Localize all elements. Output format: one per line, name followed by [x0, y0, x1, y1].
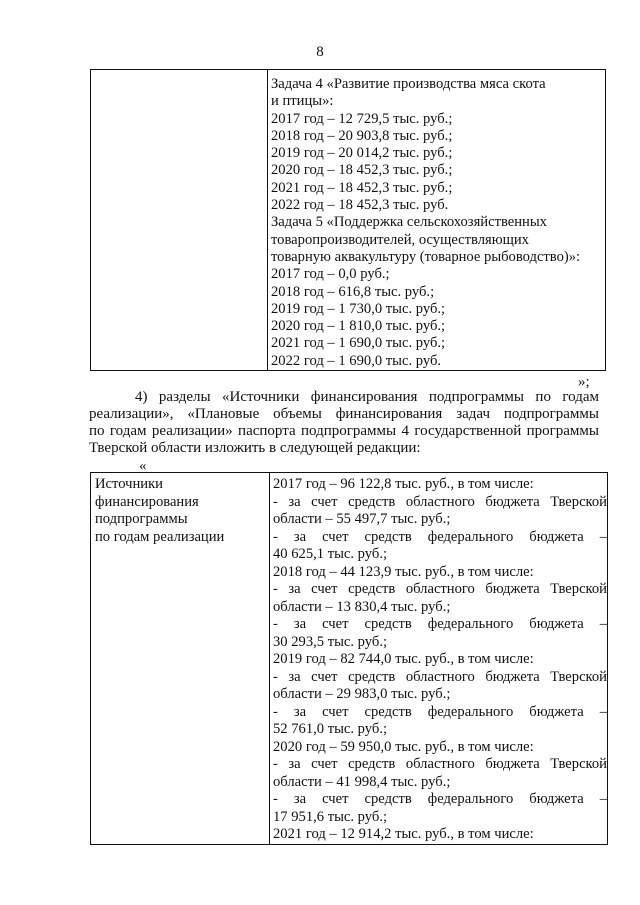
text-line: Задача 5 «Поддержка сельскохозяйственных — [271, 214, 547, 231]
table-funding-sources — [90, 472, 608, 845]
text-line: 2020 год – 59 950,0 тыс. руб., в том числе: — [273, 738, 534, 755]
table-goals-funding — [90, 69, 606, 371]
text-line: 2018 год – 20 903,8 тыс. руб.; — [271, 127, 453, 144]
table-row — [91, 473, 608, 845]
text-line: и птицы»: — [271, 93, 334, 110]
text-line: 2018 год – 616,8 тыс. руб.; — [271, 283, 435, 300]
text-line: 2019 год – 20 014,2 тыс. руб.; — [271, 145, 453, 162]
text-line: 2017 год – 0,0 руб.; — [271, 266, 390, 283]
text-line: 2021 год – 18 452,3 тыс. руб.; — [271, 179, 453, 196]
paragraph-line: Тверской области изложить в следующей редакции: — [89, 440, 421, 456]
table-cell-empty — [91, 70, 268, 371]
text-line: - за счет средств федерального бюджета – — [273, 616, 607, 632]
text-line: 2022 год – 1 690,0 тыс. руб. — [271, 352, 442, 369]
text-line: 52 761,0 тыс. руб.; — [273, 721, 388, 737]
table-cell-tasks — [268, 70, 606, 371]
closing-quote: »; — [578, 374, 590, 390]
paragraph-line: 4) разделы «Источники финансирования подпрограммы по годам — [135, 389, 599, 405]
text-line: - за счет средств областного бюджета Тверской — [273, 756, 607, 772]
text-line: 2019 год – 82 744,0 тыс. руб., в том числе: — [273, 651, 534, 667]
paragraph-line: реализации», «Плановые объемы финансирования задач подпрограммы — [89, 406, 599, 422]
text-line: - за счет средств федерального бюджета – — [273, 528, 607, 545]
page-number: 8 — [316, 44, 324, 60]
text-line: 2021 год – 1 690,0 тыс. руб.; — [271, 335, 446, 352]
text-line: товаропроизводителей, осуществляющих — [271, 231, 529, 248]
text-line: области – 41 998,4 тыс. руб.; — [273, 773, 451, 790]
text-line: 17 951,6 тыс. руб.; — [273, 808, 388, 825]
text-line: - за счет средств областного бюджета Тверской — [273, 668, 607, 685]
text-line: - за счет средств областного бюджета Тверской — [273, 581, 607, 597]
text-line: товарную аквакультуру (товарное рыбоводство)»: — [271, 248, 581, 265]
table-cell-heading — [91, 473, 270, 845]
text-line: области – 55 497,7 тыс. руб.; — [273, 511, 451, 527]
text-line: Задача 4 «Развитие производства мяса скота — [271, 76, 546, 92]
text-line: 2020 год – 1 810,0 тыс. руб.; — [271, 318, 446, 335]
text-line: 2017 год – 12 729,5 тыс. руб.; — [271, 110, 453, 127]
text-line: 2017 год – 96 122,8 тыс. руб., в том числе: — [273, 476, 534, 492]
text-line: 2020 год – 18 452,3 тыс. руб.; — [271, 162, 453, 179]
text-line: 40 625,1 тыс. руб.; — [273, 546, 388, 562]
heading-line: финансирования — [95, 493, 199, 510]
text-line: - за счет средств областного бюджета Тверской — [273, 493, 607, 510]
text-line: - за счет средств федерального бюджета – — [273, 791, 607, 807]
opening-quote: « — [139, 458, 147, 474]
table-row — [91, 70, 606, 371]
text-line: 2018 год – 44 123,9 тыс. руб., в том числе: — [273, 563, 534, 580]
text-line: 2019 год – 1 730,0 тыс. руб.; — [271, 300, 446, 317]
paragraph-line: по годам реализации» паспорта подпрограммы 4 государственной программы — [89, 423, 599, 439]
text-line: области – 29 983,0 тыс. руб.; — [273, 686, 451, 702]
text-line: области – 13 830,4 тыс. руб.; — [273, 598, 451, 615]
text-line: 2022 год – 18 452,3 тыс. руб. — [271, 197, 449, 214]
text-line: 30 293,5 тыс. руб.; — [273, 633, 388, 650]
amendment-paragraph — [89, 389, 599, 457]
text-line: 2021 год – 12 914,2 тыс. руб., в том числе: — [273, 826, 534, 842]
heading-line: Источники — [95, 476, 163, 492]
heading-line: по годам реализации — [95, 528, 225, 545]
table-cell-funding — [270, 473, 608, 845]
heading-line: подпрограммы — [95, 511, 188, 527]
text-line: - за счет средств федерального бюджета – — [273, 703, 607, 720]
